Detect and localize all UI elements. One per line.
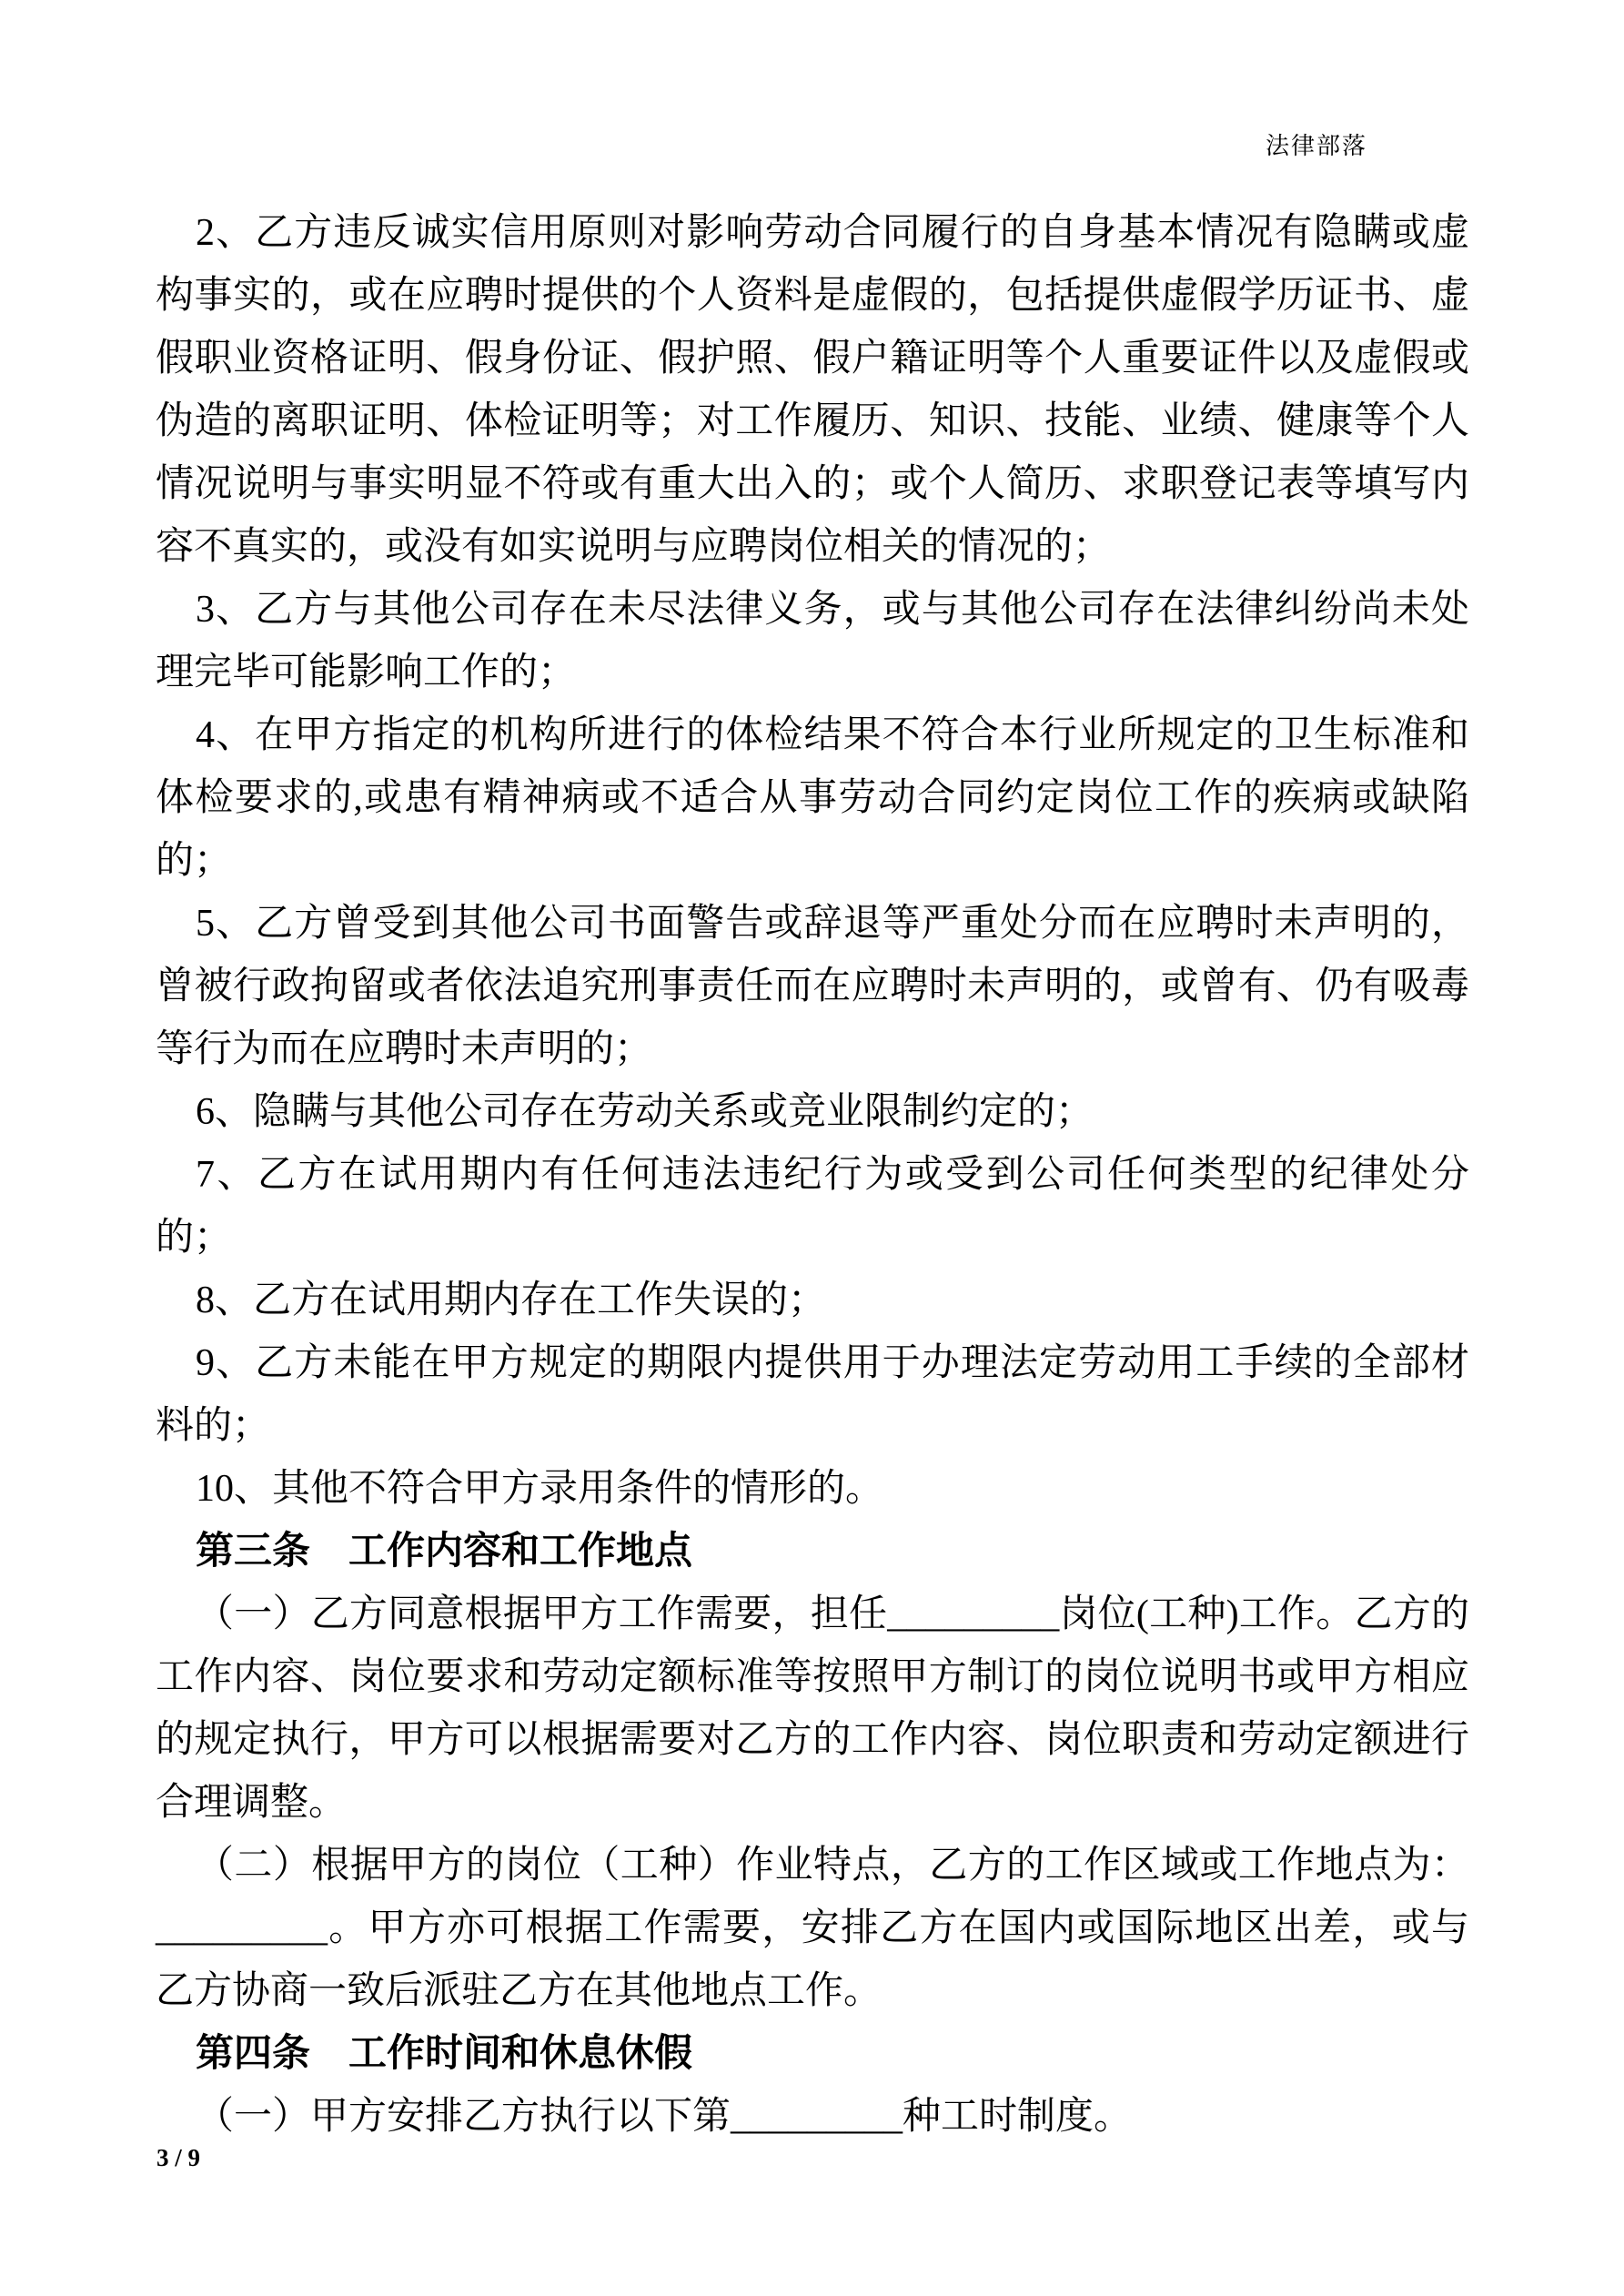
document-body xyxy=(156,202,1469,2149)
term-item-10: 10、其他不符合甲方录用条件的情形的。 xyxy=(196,1468,884,1510)
header-watermark: 法律部落 xyxy=(1265,133,1367,159)
term-item-3: 3、乙方与其他公司存在未尽法律义务，或与其他公司存在法律纠纷尚未处理完毕可能影响工作的； xyxy=(156,589,1469,693)
term-item-4: 4、在甲方指定的机构所进行的体检结果不符合本行业所规定的卫生标准和体检要求的,或患有精神病或不适合从事劳动合同约定岗位工作的疾病或缺陷的； xyxy=(156,714,1469,882)
term-item-8: 8、乙方在试用期内存在工作失误的； xyxy=(196,1279,827,1321)
term-item-9: 9、乙方未能在甲方规定的期限内提供用于办理法定劳动用工手续的全部材料的； xyxy=(156,1342,1469,1447)
page-number: 3 / 9 xyxy=(156,2144,201,2171)
article-3-heading: 第三条 工作内容和工作地点 xyxy=(196,1531,693,1573)
term-item-7: 7、乙方在试用期内有任何违法违纪行为或受到公司任何类型的纪律处分的； xyxy=(156,1154,1469,1259)
article-4-clause-1: （一）甲方安排乙方执行以下第_________种工时制度。 xyxy=(196,2096,1133,2138)
term-item-5: 5、乙方曾受到其他公司书面警告或辞退等严重处分而在应聘时未声明的，曾被行政拘留或者依法追究刑事责任而在应聘时未声明的，或曾有、仍有吸毒等行为而在应聘时未声明的； xyxy=(156,903,1469,1070)
term-item-2: 2、乙方违反诚实信用原则对影响劳动合同履行的自身基本情况有隐瞒或虚构事实的，或在应聘时提供的个人资料是虚假的，包括提供虚假学历证书、虚假职业资格证明、假身份证、假护照、假户籍证明等个人重要证件以及虚假或伪造的离职证明、体检证明等；对工作履历、知识、技能、业绩、健康等个人情况说明与事实明显不符或有重大出入的；或个人简历、求职登记表等填写内容不真实的，或没有如实说明与应聘岗位相关的情况的； xyxy=(156,212,1469,568)
article-3-clause-2: （二）根据甲方的岗位（工种）作业特点，乙方的工作区域或工作地点为：_________。甲方亦可根据工作需要，安排乙方在国内或国际地区出差，或与乙方协商一致后派驻乙方在其他地点工作。 xyxy=(156,1845,1469,2012)
term-item-6: 6、隐瞒与其他公司存在劳动关系或竞业限制约定的； xyxy=(196,1091,1094,1133)
article-4-heading: 第四条 工作时间和休息休假 xyxy=(196,2033,693,2075)
article-3-clause-1: （一）乙方同意根据甲方工作需要，担任_________岗位(工种)工作。乙方的工作内容、岗位要求和劳动定额标准等按照甲方制订的岗位说明书或甲方相应的规定执行，甲方可以根据需要对乙方的工作内容、岗位职责和劳动定额进行合理调整。 xyxy=(156,1593,1469,1824)
